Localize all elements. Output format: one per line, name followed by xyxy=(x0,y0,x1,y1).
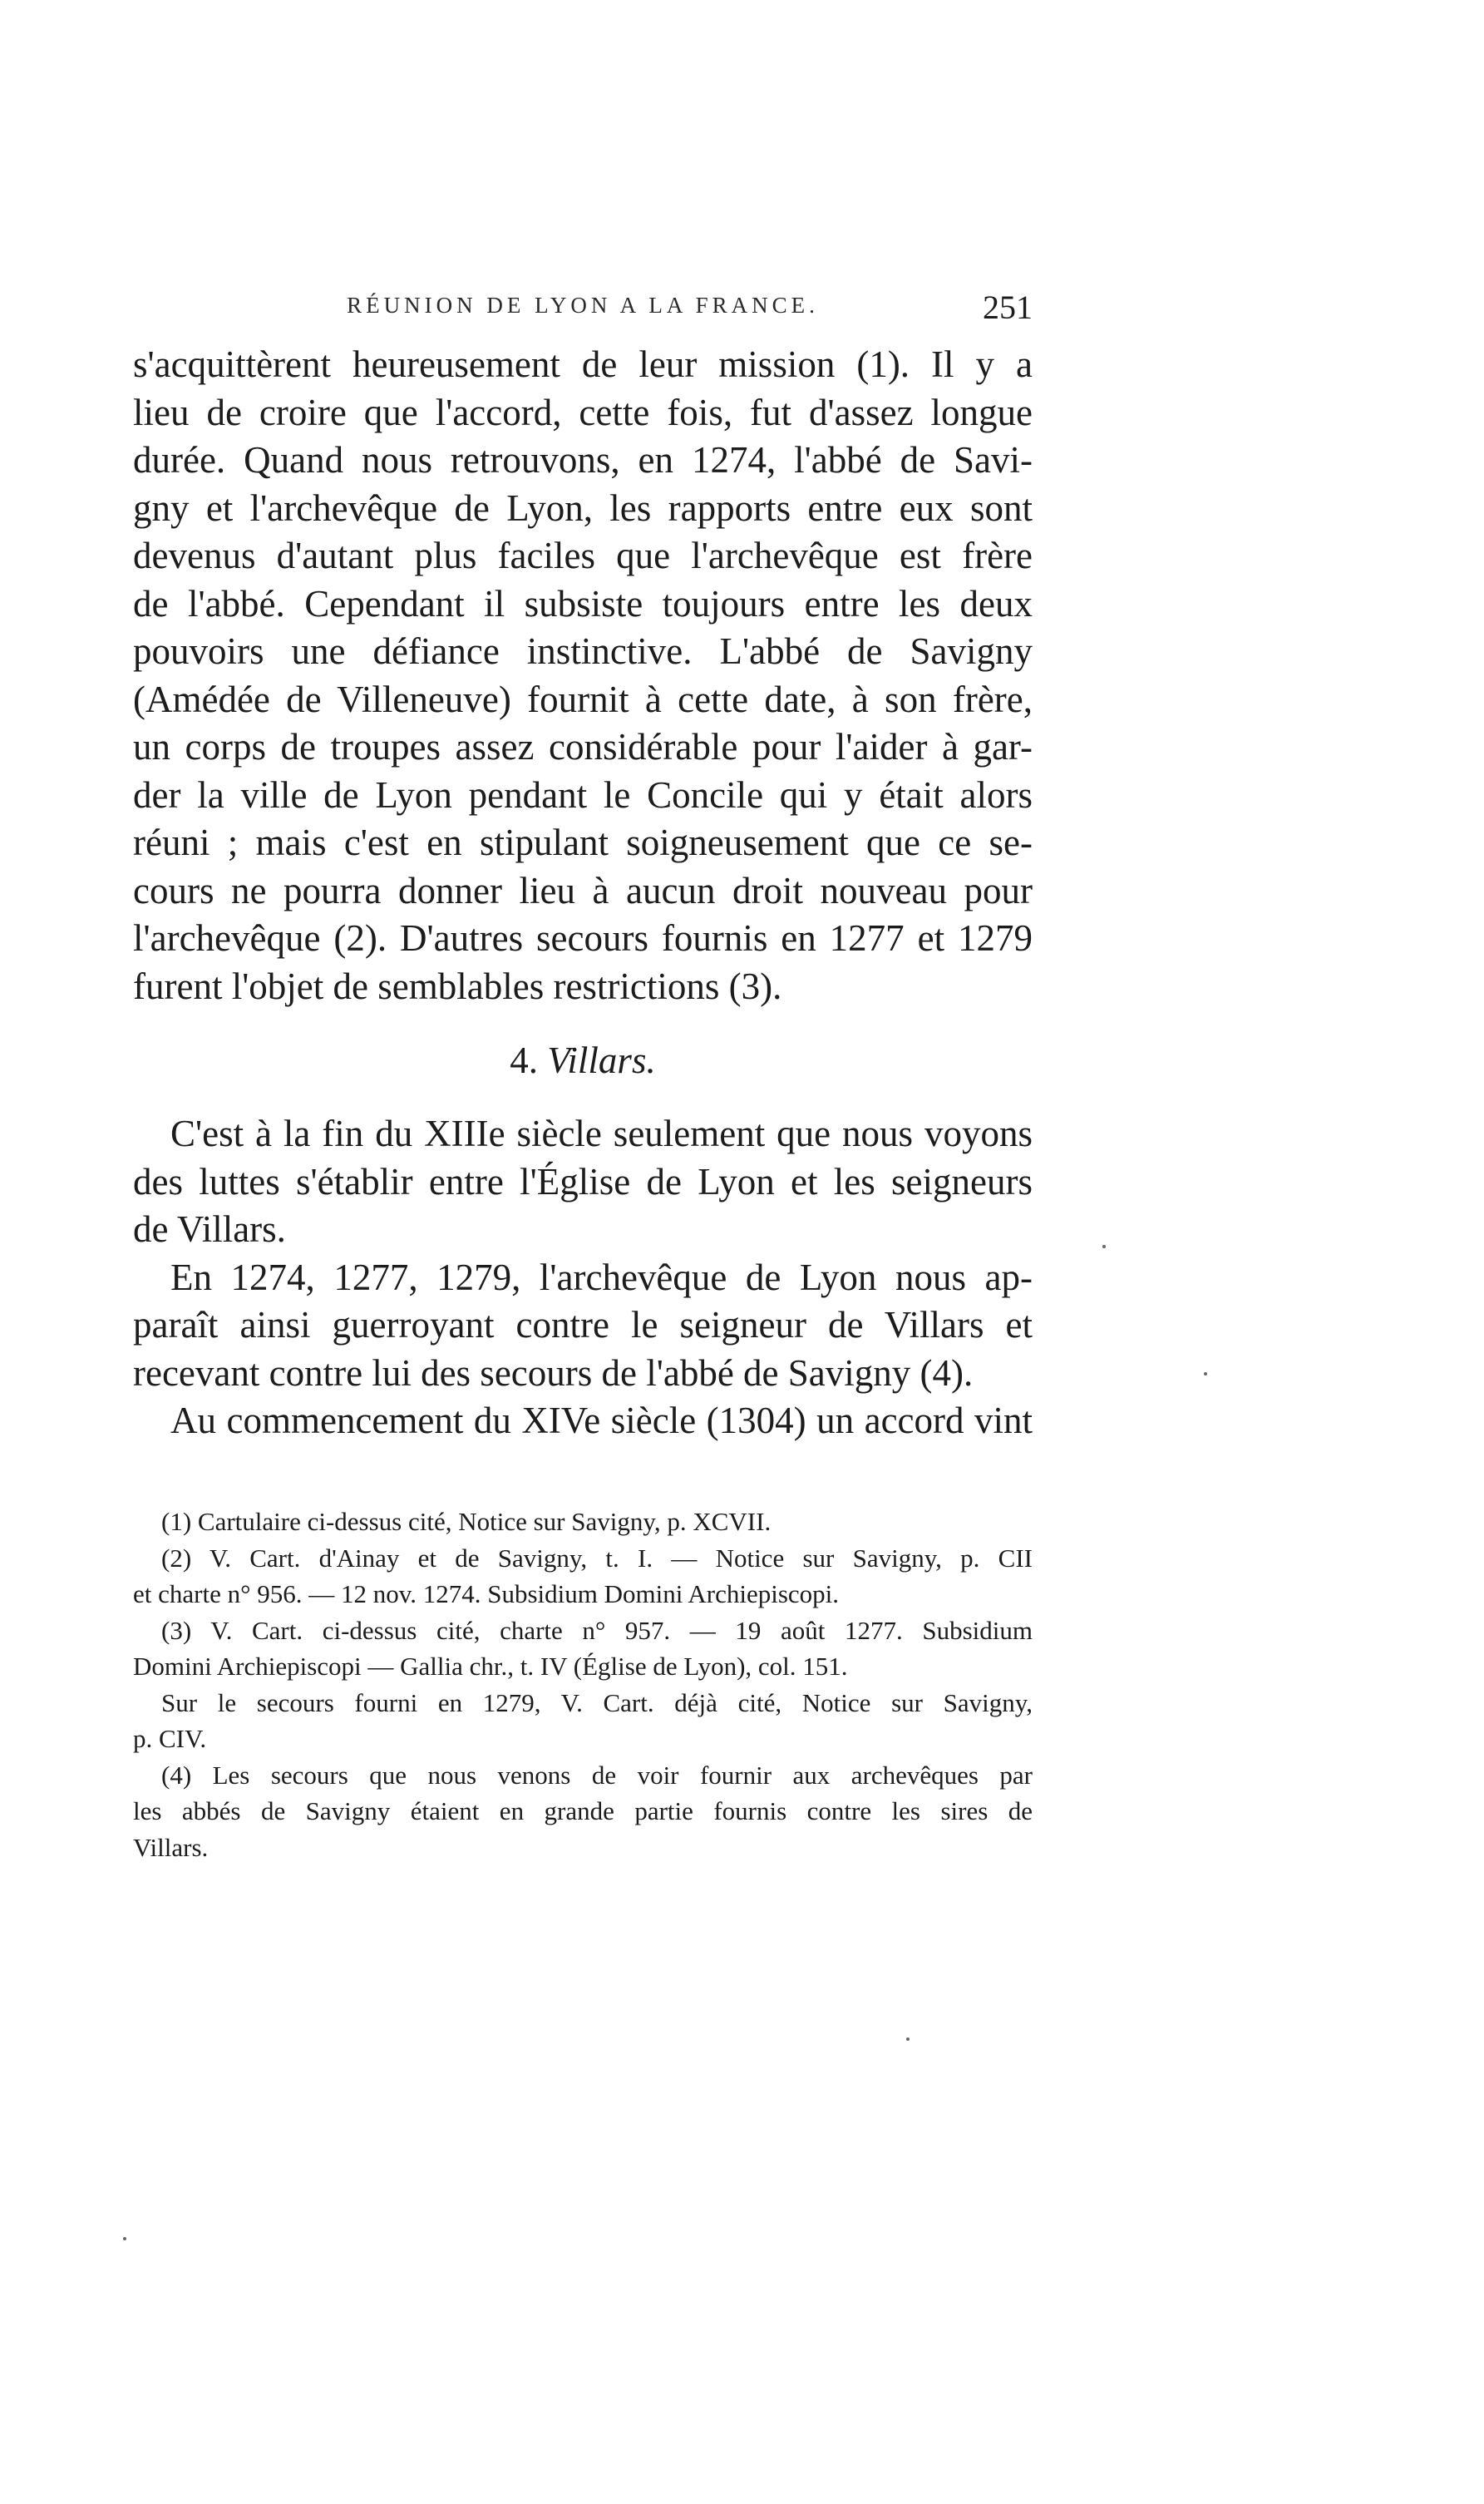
text-line: Au commencement du XIVe siècle (1304) un accord vint xyxy=(170,1400,1033,1441)
text-line: der la ville de Lyon pendant le Concile qui y était alors xyxy=(133,773,1033,816)
footnote-line: Sur le secours fourni en 1279, V. Cart. déjà cité, Notice sur Savigny, xyxy=(161,1687,1033,1717)
footnote xyxy=(133,1757,1033,1866)
text-line: devenus d'autant plus faciles que l'archevêque est frère xyxy=(133,535,1033,576)
footnote-line: Villars. xyxy=(133,1832,209,1862)
text-line: un corps de troupes assez considérable pour l'aider à gar- xyxy=(133,726,1033,768)
footnotes xyxy=(133,1504,1033,1865)
text-line: furent l'objet de semblables restrictions (3). xyxy=(133,965,782,1007)
running-title: RÉUNION DE LYON A LA FRANCE. xyxy=(347,293,819,318)
page-header xyxy=(133,289,1033,334)
footnote xyxy=(133,1613,1033,1685)
footnote-line: et charte n° 956. — 12 nov. 1274. Subsidium Domini Archiepiscopi. xyxy=(133,1579,840,1608)
text-line: réuni ; mais c'est en stipulant soigneusement que ce se- xyxy=(133,822,1033,863)
footnote-line: (1) Cartulaire ci-dessus cité, Notice sur Savigny, p. XCVII. xyxy=(161,1507,772,1536)
section-number: 4. xyxy=(510,1040,539,1081)
text-line: gny et l'archevêque de Lyon, les rapports entre eux sont xyxy=(133,486,1033,529)
scan-speck xyxy=(123,2237,126,2240)
text-line: (Amédée de Villeneuve) fournit à cette date, à son frère, xyxy=(133,678,1033,720)
footnote-line: (4) Les secours que nous venons de voir fournir aux archevêques par xyxy=(161,1760,1033,1790)
footnote-line: Domini Archiepiscopi — Gallia chr., t. IV (Église de Lyon), col. 151. xyxy=(133,1652,848,1681)
scan-speck xyxy=(906,2037,910,2041)
footnote xyxy=(133,1685,1033,1757)
main-text xyxy=(133,341,1033,1445)
footnote-line: (3) V. Cart. ci-dessus cité, charte n° 957. — 19 août 1277. Subsidium xyxy=(161,1615,1033,1645)
footnote-line: les abbés de Savigny étaient en grande partie fournis contre les sires de xyxy=(133,1796,1033,1825)
text-line: C'est à la fin du XIIIe siècle seulement que nous voyons xyxy=(170,1113,1033,1154)
scan-speck xyxy=(1102,1245,1106,1248)
text-line: des luttes s'établir entre l'Église de Lyon et les seigneurs xyxy=(133,1160,1033,1203)
text-line: pouvoirs une défiance instinctive. L'abbé de Savigny xyxy=(133,630,1033,672)
text-line: de l'abbé. Cependant il subsiste toujours entre les deux xyxy=(133,582,1033,625)
text-line: durée. Quand nous retrouvons, en 1274, l'abbé de Savi- xyxy=(133,439,1033,481)
footnote-line: (2) V. Cart. d'Ainay et de Savigny, t. I. — Notice sur Savigny, p. CII xyxy=(161,1543,1033,1573)
text-line: En 1274, 1277, 1279, l'archevêque de Lyon nous ap- xyxy=(170,1256,1033,1298)
footnote xyxy=(133,1540,1033,1613)
text-line: l'archevêque (2). D'autres secours fournis en 1277 et 1279 xyxy=(133,917,1033,959)
text-line: s'acquittèrent heureusement de leur mission (1). Il y a xyxy=(133,343,1033,385)
footnote xyxy=(133,1504,1033,1540)
text-line: lieu de croire que l'accord, cette fois, fut d'assez longue xyxy=(133,391,1033,433)
scan-speck xyxy=(1204,1372,1207,1375)
section-title: Villars. xyxy=(547,1040,656,1081)
page-number: 251 xyxy=(983,289,1033,326)
footnote-line: p. CIV. xyxy=(133,1724,207,1753)
text-line: recevant contre lui des secours de l'abbé de Savigny (4). xyxy=(133,1351,974,1394)
section-heading xyxy=(133,1010,1033,1110)
text-line: cours ne pourra donner lieu à aucun droit nouveau pour xyxy=(133,869,1033,911)
text-line: paraît ainsi guerroyant contre le seigneur de Villars et xyxy=(133,1304,1033,1346)
text-line: de Villars. xyxy=(133,1208,286,1250)
